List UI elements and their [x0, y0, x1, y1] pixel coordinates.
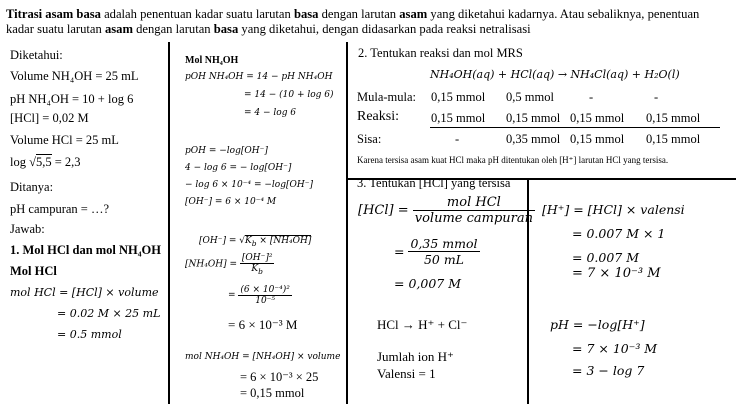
intro-bold-1: Titrasi asam basa — [6, 7, 101, 21]
divider-2 — [346, 42, 348, 404]
mrs-cell: - — [455, 132, 460, 146]
hcl-substitution — [394, 236, 480, 267]
intro-text-4: dengan larutan — [132, 22, 214, 36]
oh-result: [OH⁻] = 6 × 10⁻⁴ M — [185, 197, 277, 207]
mol-hcl-result: = 0.5 mmol — [57, 328, 122, 341]
kb-lhs: [OH⁻] = — [199, 236, 240, 246]
oh-step-3: − log 6 × 10⁻⁴ = −log[OH⁻] — [185, 180, 313, 190]
kb-symbol: K — [245, 236, 252, 246]
heading-step-1: 1. Mol HCl dan mol NH₄OH — [10, 243, 161, 257]
mol-hcl-substitution: = 0.02 M × 25 mL — [57, 307, 161, 320]
ph-result: = 3 − log 7 — [572, 363, 645, 378]
nh4oh-sub-fraction — [238, 285, 291, 306]
mol-nh4oh-formula: mol NH₄OH = [NH₄OH] × volume — [185, 352, 341, 362]
nh4oh-sub-numerator: (6 × 10⁻⁴)² — [240, 285, 290, 295]
h-ion-result-sci: = 7 × 10⁻³ M — [572, 266, 661, 281]
intro-text-3: yang diketahui kadarnya. Atau sebaliknya, penentuan kadar suatu larutan — [6, 7, 700, 36]
nh4oh-den-subscript: b — [258, 266, 263, 276]
mrs-cell: 0,5 mmol — [506, 90, 554, 104]
mrs-cell: 0,15 mmol — [506, 111, 561, 125]
heading-step-3: 3. Tentukan [HCl] yang tersisa — [357, 176, 511, 190]
mrs-cell: 0,15 mmol — [570, 111, 625, 125]
heading-mol-nh4oh: Mol NH₄OH — [185, 55, 239, 66]
mrs-cell: 0,15 mmol — [431, 111, 486, 125]
intro-bold-5: basa — [213, 22, 239, 36]
asked-ph-mixture: pH campuran = …? — [10, 202, 110, 216]
label-ion-count: Jumlah ion H⁺ — [377, 349, 454, 364]
divider-1 — [168, 42, 170, 404]
given-volume-nh4oh: Volume NH₄OH = 25 mL — [10, 69, 139, 83]
nh4oh-denominator — [240, 264, 275, 276]
sqrt-argument: 5,5 — [35, 155, 52, 169]
hcl-sub-equals: = — [394, 244, 409, 259]
mrs-row-label: Reaksi: — [357, 109, 399, 124]
mrs-cell: 0,15 mmol — [646, 111, 701, 125]
ph-substitution: = 7 × 10⁻³ M — [572, 341, 658, 356]
mrs-cell: 0,15 mmol — [646, 132, 701, 146]
mrs-row-label: Sisa: — [357, 132, 382, 146]
label-jawab: Jawab: — [10, 222, 45, 236]
label-valence: Valensi = 1 — [377, 366, 436, 381]
sqrt-symbol: √ — [29, 155, 36, 169]
intro-bold-4: asam — [104, 22, 133, 36]
given-volume-hcl: Volume HCl = 25 mL — [10, 133, 119, 147]
kb-radicand — [245, 235, 311, 246]
kb-rest: × [NH₄OH] — [256, 236, 312, 246]
oh-formula: pOH = −log[OH⁻] — [185, 146, 268, 156]
hcl-fraction — [413, 195, 535, 226]
intro-bold-2: basa — [293, 7, 319, 21]
nh4oh-result: = 6 × 10⁻³ M — [228, 317, 298, 332]
label-ditanya: Ditanya: — [10, 180, 54, 194]
intro-bold-3: asam — [399, 7, 428, 21]
mrs-cell: - — [589, 90, 594, 104]
hcl-denominator: volume campuran — [414, 211, 533, 226]
ph-formula: pH = −log[H⁺] — [550, 317, 645, 332]
nh4oh-sub-denominator: 10⁻⁵ — [255, 296, 276, 306]
poh-result: = 4 − log 6 — [244, 108, 297, 118]
given-hcl-concentration: [HCl] = 0,02 M — [10, 111, 89, 125]
hcl-sub-fraction — [408, 236, 479, 267]
mrs-note: Karena tersisa asam kuat HCl maka pH ditentukan oleh [H⁺] larutan HCl yang tersisa. — [357, 155, 669, 165]
equals-sign: = — [228, 290, 239, 301]
heading-step-2: 2. Tentukan reaksi dan mol MRS — [358, 46, 523, 60]
kb-formula: $[OH^-] = √K_b \times [NH_4OH]$ — [199, 236, 312, 248]
ionization-equation: HCl → H⁺ + Cl⁻ — [377, 317, 468, 332]
hcl-sub-numerator: 0,35 mmol — [410, 236, 478, 251]
hcl-numerator: mol HCl — [413, 195, 535, 211]
mrs-cell: 0,35 mmol — [506, 132, 561, 146]
nh4oh-formula — [185, 253, 274, 276]
h-ion-result-decimal: = 0.007 M — [572, 250, 640, 265]
hcl-result: = 0,007 M — [394, 276, 462, 291]
poh-formula: pOH NH₄OH = 14 − pH NH₄OH — [185, 72, 333, 82]
nh4oh-lhs: [NH₄OH] = — [185, 259, 240, 270]
label-diketahui: Diketahui: — [10, 48, 63, 62]
h-ion-substitution: = 0.007 M × 1 — [572, 226, 666, 241]
hcl-lhs: [HCl] = — [358, 203, 413, 218]
nh4oh-den-symbol: K — [251, 264, 259, 274]
mrs-row-label: Mula-mula: — [357, 90, 417, 104]
log-prefix: log — [10, 155, 30, 169]
nh4oh-numerator: [OH⁻]² — [241, 253, 273, 263]
intro-text-5: yang diketahui, dengan didasarkan pada reaksi netralisasi — [238, 22, 531, 36]
reaction-equation: NH₄OH(aq) + HCl(aq) → NH₄Cl(aq) + H₂O(l) — [430, 68, 680, 81]
h-ion-formula: [H⁺] = [HCl] × valensi — [542, 202, 685, 217]
oh-step-2: 4 − log 6 = − log[OH⁻] — [185, 163, 292, 173]
hcl-sub-denominator: 50 mL — [423, 252, 464, 267]
mol-nh4oh-result: = 0,15 mmol — [240, 386, 305, 400]
intro-paragraph — [6, 7, 730, 37]
mrs-cell: 0,15 mmol — [570, 132, 625, 146]
mrs-cell: 0,15 mmol — [431, 90, 486, 104]
log-result: = 2,3 — [51, 155, 81, 169]
mol-nh4oh-substitution: = 6 × 10⁻³ × 25 — [240, 370, 319, 384]
poh-substitution: = 14 − (10 + log 6) — [244, 90, 334, 100]
given-ph-nh4oh: pH NH₄OH = 10 + log 6 — [10, 92, 134, 106]
nh4oh-fraction — [240, 253, 275, 276]
intro-text-1: adalah penentuan kadar suatu larutan — [100, 7, 294, 21]
heading-mol-hcl: Mol HCl — [10, 264, 57, 278]
hcl-formula — [358, 195, 535, 226]
mol-hcl-formula: mol HCl = [HCl] × volume — [10, 286, 159, 299]
mrs-separator — [430, 127, 720, 128]
intro-text-2: dengan larutan — [318, 7, 400, 21]
mrs-cell: - — [654, 90, 659, 104]
nh4oh-substitution — [228, 285, 292, 306]
given-log-sqrt — [10, 155, 81, 170]
kb-subscript: b — [251, 238, 257, 248]
